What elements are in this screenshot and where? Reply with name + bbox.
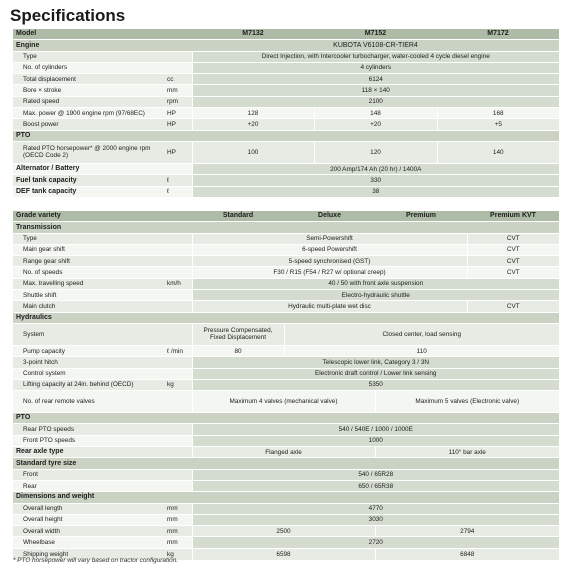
spec-value: 120	[314, 141, 437, 163]
spec-row	[13, 447, 559, 458]
spec-label: Rear PTO speeds	[13, 424, 164, 435]
spec-unit	[164, 469, 192, 480]
header-cell: Deluxe	[284, 211, 375, 222]
spec-label: Type	[13, 233, 164, 244]
spec-row	[13, 163, 559, 174]
spec-unit: HP	[164, 108, 192, 119]
spec-row	[13, 379, 559, 390]
spec-unit: HP	[164, 141, 192, 163]
spec-label: No. of speeds	[13, 267, 164, 278]
spec-value: 128	[192, 108, 314, 119]
spec-unit: rpm	[164, 96, 192, 107]
spec-row	[13, 480, 559, 491]
spec-unit	[164, 435, 192, 446]
section-title: Dimensions and weight	[13, 492, 559, 503]
header-cell: M7172	[437, 29, 559, 40]
spec-unit: ℓ	[164, 186, 192, 197]
spec-row	[13, 537, 559, 548]
spec-value: 4 cylinders	[192, 62, 559, 73]
header-cell: Grade variety	[13, 211, 164, 222]
spec-value: 110	[284, 345, 559, 356]
spec-unit: kg	[164, 548, 192, 559]
header-cell: M7132	[192, 29, 314, 40]
spec-value: 540 / 540E / 1000 / 1000E	[192, 424, 559, 435]
spec-value: 80	[192, 345, 284, 356]
spec-label: Overall length	[13, 503, 164, 514]
spec-value: 6848	[375, 548, 559, 559]
spec-value: 2500	[192, 526, 375, 537]
spec-unit	[164, 233, 192, 244]
spec-value: 40 / 50 with front axle suspension	[192, 278, 559, 289]
spec-row	[13, 96, 559, 107]
spec-row	[13, 74, 559, 85]
spec-label: No. of cylinders	[13, 62, 164, 73]
grade-header-row	[13, 211, 559, 222]
grade-specs-table	[13, 210, 559, 560]
spec-value: 2794	[375, 526, 559, 537]
spec-label: Control system	[13, 368, 164, 379]
spec-label: Fuel tank capacity	[13, 175, 164, 186]
spec-row	[13, 290, 559, 301]
spec-label: Overall width	[13, 526, 164, 537]
section-header-row	[13, 40, 559, 51]
spec-value: Pressure Compensated, Fixed Displacement	[192, 323, 284, 345]
spec-label: Main clutch	[13, 301, 164, 312]
spec-label: Bore × stroke	[13, 85, 164, 96]
spec-label: Shipping weight	[13, 548, 164, 559]
spec-unit: mm	[164, 537, 192, 548]
section-header-row	[13, 458, 559, 469]
spec-unit	[164, 301, 192, 312]
spec-label: Max. power @ 1900 engine rpm (97/68EC)	[13, 108, 164, 119]
spec-row	[13, 256, 559, 267]
section-header-row	[13, 222, 559, 233]
section-title: Standard tyre size	[13, 458, 559, 469]
spec-label: No. of rear remote valves	[13, 391, 164, 413]
spec-value: 330	[192, 175, 559, 186]
spec-value: Closed center, load sensing	[284, 323, 559, 345]
spec-row	[13, 435, 559, 446]
spec-unit	[164, 368, 192, 379]
section-value	[192, 130, 559, 141]
spec-unit: ℓ /min	[164, 345, 192, 356]
spec-row	[13, 368, 559, 379]
section-title: PTO	[13, 413, 559, 424]
spec-unit	[164, 424, 192, 435]
spec-row	[13, 85, 559, 96]
section-title: PTO	[13, 130, 192, 141]
spec-unit: kg	[164, 379, 192, 390]
spec-label: 3-point hitch	[13, 357, 164, 368]
spec-row	[13, 345, 559, 356]
spec-value: 118 × 140	[192, 85, 559, 96]
spec-value: Hydraulic multi-plate wet disc	[192, 301, 467, 312]
spec-row	[13, 357, 559, 368]
spec-row	[13, 278, 559, 289]
section-title: Hydraulics	[13, 312, 559, 323]
spec-label: Boost power	[13, 119, 164, 130]
spec-row	[13, 175, 559, 186]
spec-value: Telescopic lower link, Category 3 / 3N	[192, 357, 559, 368]
spec-label: Main gear shift	[13, 244, 164, 255]
spec-label: System	[13, 323, 164, 345]
spec-row	[13, 514, 559, 525]
footnote: * PTO horsepower will vary based on tractor configuration.	[13, 557, 179, 564]
spec-value: Electro-hydraulic shuttle	[192, 290, 559, 301]
spec-unit	[164, 290, 192, 301]
spec-value: 200 Amp/174 Ah (20 hr) / 1400A	[192, 163, 559, 174]
spec-value: CVT	[467, 301, 559, 312]
spec-row	[13, 119, 559, 130]
spec-label: Rated speed	[13, 96, 164, 107]
spec-value: 6598	[192, 548, 375, 559]
spec-label: DEF tank capacity	[13, 186, 164, 197]
spec-row	[13, 108, 559, 119]
spec-label: Lifting capacity at 24in. behind (OECD)	[13, 379, 164, 390]
spec-label: Shuttle shift	[13, 290, 164, 301]
spec-unit	[164, 357, 192, 368]
spec-row	[13, 323, 559, 345]
spec-unit	[164, 62, 192, 73]
spec-label: Max. travelling speed	[13, 278, 164, 289]
spec-value: 650 / 65R38	[192, 480, 559, 491]
spec-value: Maximum 5 valves (Electronic valve)	[375, 391, 559, 413]
spec-value: Flanged axle	[192, 447, 375, 458]
spec-value: 4770	[192, 503, 559, 514]
spec-label: Total displacement	[13, 74, 164, 85]
spec-value: 5350	[192, 379, 559, 390]
section-value: KUBOTA V6108-CR-TIER4	[192, 40, 559, 51]
header-cell: Premium KVT	[467, 211, 559, 222]
spec-label: Wheelbase	[13, 537, 164, 548]
spec-unit	[164, 163, 192, 174]
spec-value: CVT	[467, 244, 559, 255]
spec-value: CVT	[467, 256, 559, 267]
spec-unit: km/h	[164, 278, 192, 289]
spec-value: 3030	[192, 514, 559, 525]
spec-unit	[164, 480, 192, 491]
spec-row	[13, 233, 559, 244]
spec-label: Alternator / Battery	[13, 163, 164, 174]
section-title: Transmission	[13, 222, 559, 233]
spec-unit	[164, 51, 192, 62]
spec-value: +20	[314, 119, 437, 130]
spec-value: Electronic draft control / Lower link sensing	[192, 368, 559, 379]
header-cell: Model	[13, 29, 164, 40]
spec-value: +20	[192, 119, 314, 130]
spec-value: 540 / 65R28	[192, 469, 559, 480]
spec-row	[13, 391, 559, 413]
spec-unit: mm	[164, 526, 192, 537]
model-specs-table	[13, 28, 559, 197]
spec-value: F30 / R15 (F54 / R27 w/ optional creep)	[192, 267, 467, 278]
spec-value: 100	[192, 141, 314, 163]
spec-label: Rated PTO horsepower* @ 2000 engine rpm (OECD Code 2)	[13, 141, 164, 163]
spec-label: Rear axle type	[13, 447, 164, 458]
spec-row	[13, 503, 559, 514]
spec-unit: HP	[164, 119, 192, 130]
header-cell	[164, 211, 192, 222]
spec-unit: mm	[164, 514, 192, 525]
spec-row	[13, 301, 559, 312]
spec-label: Front PTO speeds	[13, 435, 164, 446]
spec-value: 168	[437, 108, 559, 119]
header-cell: Standard	[192, 211, 284, 222]
spec-value: 148	[314, 108, 437, 119]
spec-unit	[164, 391, 192, 413]
spec-label: Type	[13, 51, 164, 62]
spec-unit: cc	[164, 74, 192, 85]
header-cell: Premium	[375, 211, 467, 222]
spec-label: Front	[13, 469, 164, 480]
spec-unit: mm	[164, 85, 192, 96]
model-header-row	[13, 29, 559, 40]
spec-value: 6-speed Powershift	[192, 244, 467, 255]
spec-value: Semi-Powershift	[192, 233, 467, 244]
spec-value: Maximum 4 valves (mechanical valve)	[192, 391, 375, 413]
spec-row	[13, 424, 559, 435]
spec-value: 2100	[192, 96, 559, 107]
spec-value: 5-speed synchronised (GST)	[192, 256, 467, 267]
spec-label: Range gear shift	[13, 256, 164, 267]
section-header-row	[13, 312, 559, 323]
spec-unit	[164, 256, 192, 267]
spec-value: 140	[437, 141, 559, 163]
spec-row	[13, 51, 559, 62]
spec-row	[13, 141, 559, 163]
spec-row	[13, 62, 559, 73]
spec-unit	[164, 267, 192, 278]
spec-row	[13, 267, 559, 278]
section-header-row	[13, 413, 559, 424]
spec-value: CVT	[467, 267, 559, 278]
section-header-row	[13, 492, 559, 503]
spec-unit: ℓ	[164, 175, 192, 186]
spec-row	[13, 526, 559, 537]
spec-unit	[164, 244, 192, 255]
spec-value: 110° bar axle	[375, 447, 559, 458]
spec-value: 38	[192, 186, 559, 197]
header-cell: M7152	[314, 29, 437, 40]
spec-value: 2720	[192, 537, 559, 548]
spec-label: Pump capacity	[13, 345, 164, 356]
spec-value: Direct Injection, with Intercooler turbocharger, water-cooled 4 cycle diesel engine	[192, 51, 559, 62]
spec-row	[13, 469, 559, 480]
spec-label: Overall height	[13, 514, 164, 525]
spec-label: Rear	[13, 480, 164, 491]
spec-value: 6124	[192, 74, 559, 85]
section-title: Engine	[13, 40, 192, 51]
page-title: Specifications	[10, 6, 126, 25]
header-cell	[164, 29, 192, 40]
spec-value: CVT	[467, 233, 559, 244]
section-header-row	[13, 130, 559, 141]
spec-unit: mm	[164, 503, 192, 514]
spec-value: 1000	[192, 435, 559, 446]
spec-row	[13, 244, 559, 255]
spec-value: +5	[437, 119, 559, 130]
spec-row	[13, 186, 559, 197]
spec-unit	[164, 447, 192, 458]
spec-unit	[164, 323, 192, 345]
